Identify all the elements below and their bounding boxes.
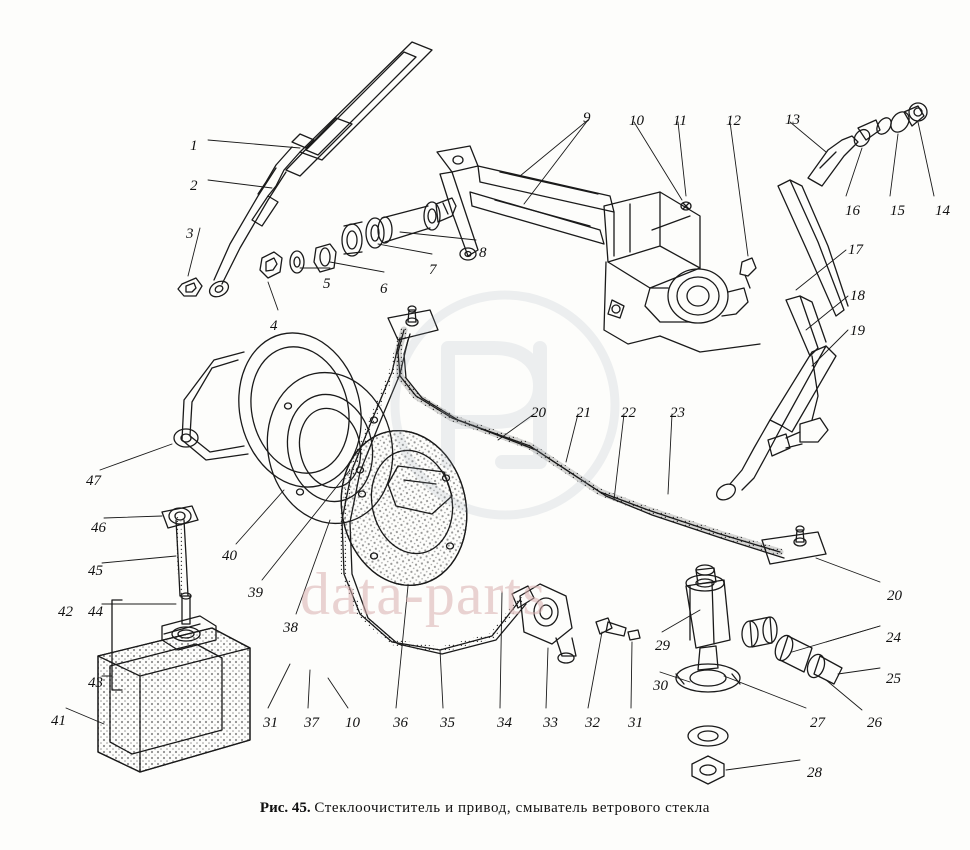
callout-33: 33 (543, 715, 558, 731)
gasket-and-housing (174, 320, 481, 597)
callout-3: 3 (186, 226, 194, 242)
callout-32: 32 (585, 715, 600, 731)
callout-22: 22 (621, 405, 636, 421)
callout-31: 31 (263, 715, 278, 731)
callout-13: 13 (785, 112, 800, 128)
callout-47: 47 (86, 473, 101, 489)
bushing-stack (260, 198, 456, 278)
callout-39: 39 (248, 585, 263, 601)
figure-caption (0, 800, 970, 817)
callout-17: 17 (848, 242, 863, 258)
callout-1: 1 (190, 138, 198, 154)
callout-43: 43 (88, 675, 103, 691)
callout-46: 46 (91, 520, 106, 536)
callout-35: 35 (440, 715, 455, 731)
callout-25: 25 (886, 671, 901, 687)
figure-number: Рис. 45. (259, 800, 311, 816)
callout-15: 15 (890, 203, 905, 219)
callout-11: 11 (673, 113, 687, 129)
callout-16: 16 (845, 203, 860, 219)
callout-5: 5 (323, 276, 331, 292)
callout-27: 27 (810, 715, 825, 731)
callout-31b: 31 (628, 715, 643, 731)
figure-title: Стеклоочиститель и привод, смыватель ветрового стекла (314, 800, 711, 816)
callout-28: 28 (807, 765, 822, 781)
callout-7: 7 (429, 262, 437, 278)
callout-10: 10 (629, 113, 644, 129)
callout-14: 14 (935, 203, 950, 219)
washer-reservoir (98, 506, 250, 772)
callout-18: 18 (850, 288, 865, 304)
callout-29: 29 (655, 638, 670, 654)
callout-40: 40 (222, 548, 237, 564)
drive-shaft-and-nuts (808, 103, 927, 186)
callout-41: 41 (51, 713, 66, 729)
watermark-text: data-parts (300, 561, 547, 627)
callout-26: 26 (867, 715, 882, 731)
callout-38: 38 (283, 620, 298, 636)
callout-8: 8 (479, 245, 487, 261)
callout-30: 30 (653, 678, 668, 694)
right-wiper-arm (714, 180, 848, 503)
callout-12: 12 (726, 113, 741, 129)
wiper-blade-assembly (178, 42, 432, 300)
callout-37: 37 (304, 715, 319, 731)
callout-6: 6 (380, 281, 388, 297)
callout-9: 9 (583, 110, 591, 126)
callout-21: 21 (576, 405, 591, 421)
washer-pump-assembly (676, 565, 842, 784)
callout-36: 36 (393, 715, 408, 731)
callout-34: 34 (497, 715, 512, 731)
callout-10b: 10 (345, 715, 360, 731)
callout-20b: 20 (887, 588, 902, 604)
callout-24: 24 (886, 630, 901, 646)
callout-23: 23 (670, 405, 685, 421)
callout-4: 4 (270, 318, 278, 334)
callout-19: 19 (850, 323, 865, 339)
callout-2: 2 (190, 178, 198, 194)
callout-42: 42 (58, 604, 73, 620)
callout-20: 20 (531, 405, 546, 421)
callout-45: 45 (88, 563, 103, 579)
callout-44: 44 (88, 604, 103, 620)
